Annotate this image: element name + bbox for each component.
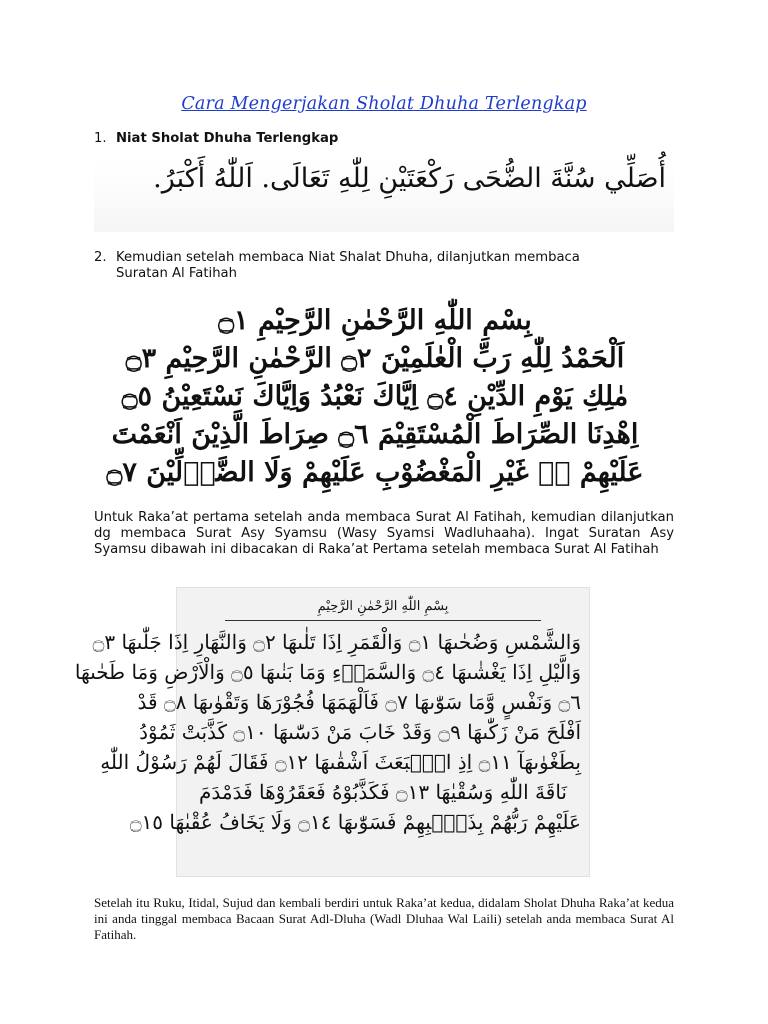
- shams-line: بِطَغْوٰىهَآ ۝١١ اِذِ انْۢبَعَثَ اَشْقٰىهَا ۝١٢ فَقَالَ لَهُمْ رَسُوْلُ اللّٰهِ: [100, 750, 581, 774]
- shams-line: اَفْلَحَ مَنْ زَكّٰىهَا ۝٩ وَقَدْ خَابَ مَنْ دَسّٰىهَا ۝١٠ كَذَّبَتْ ثَمُوْدُ: [139, 720, 581, 744]
- shams-line: نَاقَةَ اللّٰهِ وَسُقْيٰهَا ۝١٣ فَكَذَّبُوْهُ فَعَقَرُوْهَا فَدَمْدَمَ: [199, 780, 567, 804]
- shams-line: وَالشَّمْسِ وَضُحٰىهَا ۝١ وَالْقَمَرِ اِذَا تَلٰىهَا ۝٢ وَالنَّهَارِ اِذَا جَلّٰىهَا ۝٣: [92, 630, 581, 654]
- fatihah-arabic-text: [94, 298, 656, 494]
- list-item-niat: [94, 131, 338, 147]
- list-item-label: Niat Sholat Dhuha Terlengkap: [116, 131, 339, 146]
- shams-line: ۝٦ وَنَفْسٍ وَّمَا سَوّٰىهَا ۝٧ فَاَلْهَمَهَا فُجُوْرَهَا وَتَقْوٰىهَا ۝٨ قَدْ: [137, 690, 581, 714]
- list-item-label-line2: Suratan Al Fatihah: [116, 266, 237, 281]
- list-number: 2.: [94, 250, 107, 265]
- shams-line: وَالَّيْلِ اِذَا يَغْشٰىهَا ۝٤ وَالسَّمَاۤءِ وَمَا بَنٰىهَا ۝٥ وَالْاَرْضِ وَمَا طَحٰىهَا: [74, 660, 581, 684]
- list-number: 1.: [94, 131, 107, 146]
- niat-arabic-text: أُصَلِّي سُنَّةَ الضُّحَى رَكْعَتَيْنِ لِلّٰهِ تَعَالَى. اَللّٰهُ أَكْبَرُ.: [94, 160, 674, 232]
- asy-syamsu-arabic-text: [74, 587, 590, 877]
- fatihah-line: عَلَيْهِمْ ەۙ غَيْرِ الْمَغْضُوْبِ عَلَيْهِمْ وَلَا الضَّاۤلِّيْنَ ۝٧: [106, 457, 644, 488]
- shams-bismillah: بِسْمِ اللّٰهِ الرَّحْمٰنِ الرَّحِيْمِ: [225, 594, 541, 621]
- paragraph-rakaat-pertama: Untuk Raka’at pertama setelah anda membaca Surat Al Fatihah, kemudian dilanjutkan dg membaca Surat Asy Syamsu (Wasy Syamsi Wadluhaaha). Ingat Suratan Asy Syamsu dibawah ini dibacakan di Raka’at Pertama setelah membaca Surat Al Fatihah: [94, 510, 674, 557]
- shams-line: عَلَيْهِمْ رَبُّهُمْ بِذَنْۢبِهِمْ فَسَوّٰىهَا ۝١٤ وَلَا يَخَافُ عُقْبٰهَا ۝١٥: [129, 810, 581, 834]
- fatihah-line: مٰلِكِ يَوْمِ الدِّيْنِ ۝٤ اِيَّاكَ نَعْبُدُ وَاِيَّاكَ نَسْتَعِيْنُ ۝٥: [121, 381, 629, 412]
- list-item-label-line1: Kemudian setelah membaca Niat Shalat Dhuha, dilanjutkan membaca: [116, 250, 580, 265]
- fatihah-line: اِهْدِنَا الصِّرَاطَ الْمُسْتَقِيْمَ ۝٦ صِرَاطَ الَّذِيْنَ اَنْعَمْتَ: [111, 419, 639, 450]
- fatihah-line: بِسْمِ اللّٰهِ الرَّحْمٰنِ الرَّحِيْمِ ۝١: [218, 305, 532, 336]
- fatihah-line: اَلْحَمْدُ لِلّٰهِ رَبِّ الْعٰلَمِيْنَ ۝٢ الرَّحْمٰنِ الرَّحِيْمِ ۝٣: [125, 343, 625, 374]
- paragraph-rakaat-kedua: Setelah itu Ruku, Itidal, Sujud dan kembali berdiri untuk Raka’at kedua, didalam Sholat Dhuha Raka’at kedua ini anda tinggal membaca Bacaan Surat Adl-Dluha (Wadl Dluhaa Wal Laili) setelah anda membaca Surat Al Fatihah.: [94, 895, 674, 942]
- list-item-fatihah: [94, 250, 674, 282]
- page-title: Cara Mengerjakan Sholat Dhuha Terlengkap: [181, 94, 587, 114]
